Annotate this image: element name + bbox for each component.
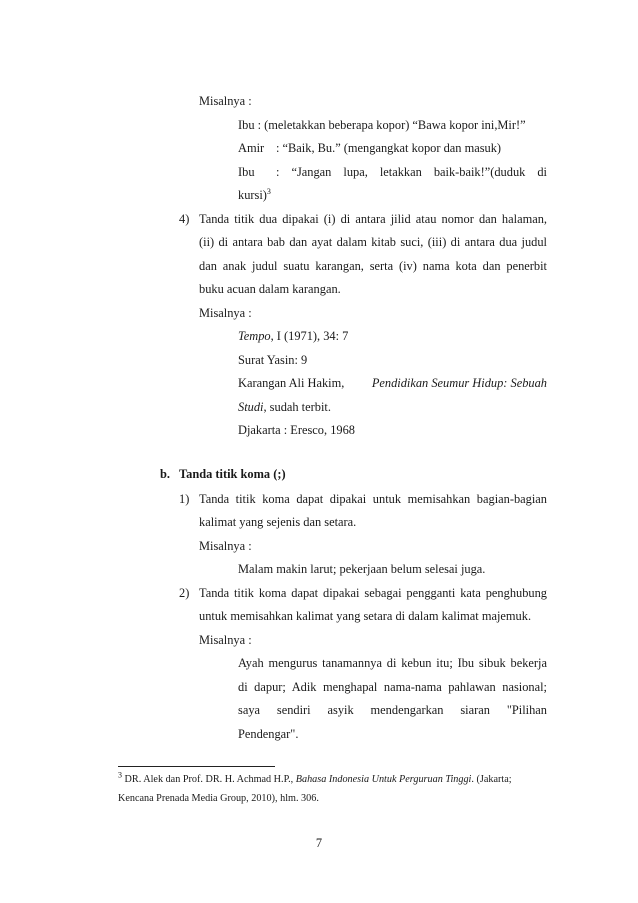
paragraph-line: (ii) di antara bab dan ayat dalam kitab suci, (iii) di antara dua judul bbox=[199, 235, 547, 249]
paragraph-line: kalimat yang sejenis dan setara. bbox=[199, 515, 357, 529]
example-label: Misalnya : bbox=[199, 633, 252, 647]
list-number: 1) bbox=[179, 492, 190, 506]
section-label: b. bbox=[160, 467, 170, 481]
example-line: : “Jangan lupa, letakkan baik-baik!”(duduk di bbox=[276, 165, 547, 179]
example-speaker: Amir bbox=[238, 141, 265, 155]
example-line: : “Baik, Bu.” (mengangkat kopor dan masuk) bbox=[276, 141, 502, 155]
paragraph-line: buku acuan dalam karangan. bbox=[199, 282, 341, 296]
example-line: Surat Yasin: 9 bbox=[238, 353, 308, 367]
paragraph-line: untuk memisahkan kalimat yang setara di dalam kalimat majemuk. bbox=[199, 609, 532, 623]
footnote-separator bbox=[118, 766, 275, 767]
example-line: kursi)$^3$ bbox=[238, 186, 271, 202]
footnote-ref: 3 bbox=[266, 186, 271, 196]
example-line: Pendengar". bbox=[238, 727, 299, 741]
example-line: di dapur; Adik menghapal nama-nama pahlawan nasional; bbox=[238, 680, 547, 694]
example-speaker: Ibu bbox=[238, 165, 255, 179]
section-heading: Tanda titik koma (;) bbox=[179, 467, 286, 481]
example-line: Ibu : (meletakkan beberapa kopor) “Bawa kopor ini,Mir!” bbox=[238, 118, 526, 132]
paragraph-line: dan anak judul suatu karangan, serta (iv) nama kota dan penerbit bbox=[199, 259, 547, 273]
example-label: Misalnya : bbox=[199, 94, 252, 108]
example-line: Studi, sudah terbit. bbox=[238, 400, 331, 414]
paragraph-line: Tanda titik dua dipakai (i) di antara jilid atau nomor dan halaman, bbox=[199, 212, 547, 226]
footnote-line: $^3$ DR. Alek dan Prof. DR. H. Achmad H.P., Bahasa Indonesia Untuk Perguruan Tinggi. (Jakarta; bbox=[118, 770, 512, 785]
example-label: Misalnya : bbox=[199, 306, 252, 320]
example-line: Tempo, I (1971), 34: 7 bbox=[238, 329, 349, 343]
example-line: Karangan Ali Hakim, Pendidikan Seumur Hidup: Sebuah bbox=[238, 376, 547, 390]
example-line: saya sendiri asyik mendengarkan siaran "Pilihan bbox=[238, 703, 547, 717]
page-number: 7 bbox=[315, 836, 323, 850]
example-line: Ayah mengurus tanamannya di kebun itu; Ibu sibuk bekerja bbox=[238, 656, 547, 670]
footnote-line: Kencana Prenada Media Group, 2010), hlm. 306. bbox=[118, 793, 319, 804]
list-number: 2) bbox=[179, 586, 190, 600]
list-number: 4) bbox=[179, 212, 190, 226]
paragraph-line: Tanda titik koma dapat dipakai sebagai pengganti kata penghubung bbox=[199, 586, 547, 600]
example-line: Djakarta : Eresco, 1968 bbox=[238, 423, 355, 437]
example-line: Malam makin larut; pekerjaan belum selesai juga. bbox=[238, 562, 486, 576]
example-label: Misalnya : bbox=[199, 539, 252, 553]
footnote-number: 3 bbox=[118, 770, 122, 780]
paragraph-line: Tanda titik koma dapat dipakai untuk memisahkan bagian-bagian bbox=[199, 492, 547, 506]
